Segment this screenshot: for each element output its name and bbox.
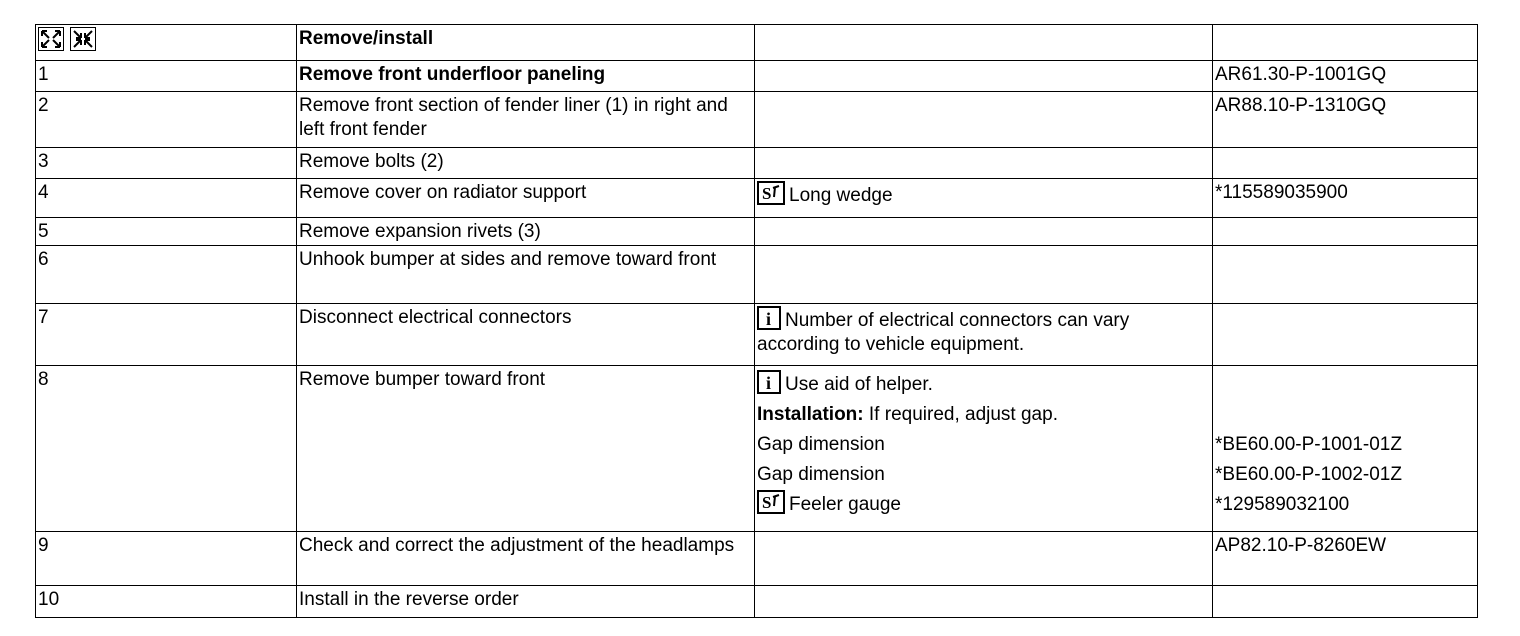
step-number: 8	[36, 366, 297, 532]
info-note: Use aid of helper.	[785, 374, 933, 395]
step-number: 3	[36, 148, 297, 179]
step-note	[755, 586, 1213, 618]
step-note	[755, 366, 1213, 532]
step-reference	[1213, 586, 1478, 618]
info-note: Number of electrical connectors can vary according to vehicle equipment.	[757, 310, 1130, 355]
tool-name: Long wedge	[789, 185, 893, 206]
step-reference	[1213, 148, 1478, 179]
header-empty-cell	[1213, 25, 1478, 61]
table-row	[36, 218, 1478, 246]
step-action: Remove cover on radiator support	[297, 179, 755, 218]
view-controls-cell	[36, 25, 297, 61]
step-action: Unhook bumper at sides and remove toward front	[297, 246, 755, 304]
step-action: Disconnect electrical connectors	[297, 304, 755, 366]
step-number: 6	[36, 246, 297, 304]
table-row	[36, 586, 1478, 618]
table-row	[36, 304, 1478, 366]
step-action: Remove bumper toward front	[297, 366, 755, 532]
installation-label: Installation:	[757, 404, 864, 425]
tool-number-link[interactable]: *129589032100	[1215, 494, 1350, 515]
installation-text: If required, adjust gap.	[868, 404, 1058, 425]
step-action: Remove front underfloor paneling	[297, 61, 755, 92]
table-row	[36, 61, 1478, 92]
step-action: Install in the reverse order	[297, 586, 755, 618]
step-note	[755, 148, 1213, 179]
tool-number-link[interactable]: *115589035900	[1213, 179, 1478, 218]
step-number: 1	[36, 61, 297, 92]
svg-text:i: i	[766, 309, 772, 329]
table-row	[36, 148, 1478, 179]
expand-icon[interactable]	[38, 27, 64, 51]
step-reference-link[interactable]: AP82.10-P-8260EW	[1213, 532, 1478, 586]
step-reference	[1213, 246, 1478, 304]
step-number: 5	[36, 218, 297, 246]
table-header-row	[36, 25, 1478, 61]
special-tool-icon	[757, 181, 785, 205]
procedure-table	[35, 24, 1478, 618]
step-note	[755, 532, 1213, 586]
header-title: Remove/install	[297, 25, 755, 61]
collapse-icon[interactable]	[70, 27, 96, 51]
table-row	[36, 366, 1478, 532]
step-action: Check and correct the adjustment of the headlamps	[297, 532, 755, 586]
table-row	[36, 179, 1478, 218]
step-number: 10	[36, 586, 297, 618]
step-note	[755, 304, 1213, 366]
step-number: 9	[36, 532, 297, 586]
step-note	[755, 246, 1213, 304]
table-row	[36, 92, 1478, 148]
header-empty-cell	[755, 25, 1213, 61]
step-note	[755, 179, 1213, 218]
step-reference-link[interactable]: AR61.30-P-1001GQ	[1213, 61, 1478, 92]
gap-dimension-label: Gap dimension	[757, 434, 885, 455]
step-reference	[1213, 366, 1478, 532]
table-row	[36, 246, 1478, 304]
step-number: 7	[36, 304, 297, 366]
step-number: 2	[36, 92, 297, 148]
step-reference	[1213, 304, 1478, 366]
info-icon	[757, 370, 781, 394]
step-action: Remove expansion rivets (3)	[297, 218, 755, 246]
step-note	[755, 218, 1213, 246]
table-row	[36, 532, 1478, 586]
step-reference	[1213, 218, 1478, 246]
step-action: Remove bolts (2)	[297, 148, 755, 179]
special-tool-icon	[757, 490, 785, 514]
gap-dimension-link[interactable]: *BE60.00-P-1002-01Z	[1215, 464, 1402, 485]
svg-text:S: S	[762, 184, 772, 202]
svg-text:S: S	[762, 493, 772, 511]
step-number: 4	[36, 179, 297, 218]
step-note	[755, 92, 1213, 148]
step-note	[755, 61, 1213, 92]
info-icon	[757, 306, 781, 330]
tool-name: Feeler gauge	[789, 494, 901, 515]
gap-dimension-label: Gap dimension	[757, 464, 885, 485]
step-reference-link[interactable]: AR88.10-P-1310GQ	[1213, 92, 1478, 148]
svg-text:i: i	[766, 373, 772, 393]
step-action: Remove front section of fender liner (1) in right and left front fender	[297, 92, 755, 148]
gap-dimension-link[interactable]: *BE60.00-P-1001-01Z	[1215, 434, 1402, 455]
